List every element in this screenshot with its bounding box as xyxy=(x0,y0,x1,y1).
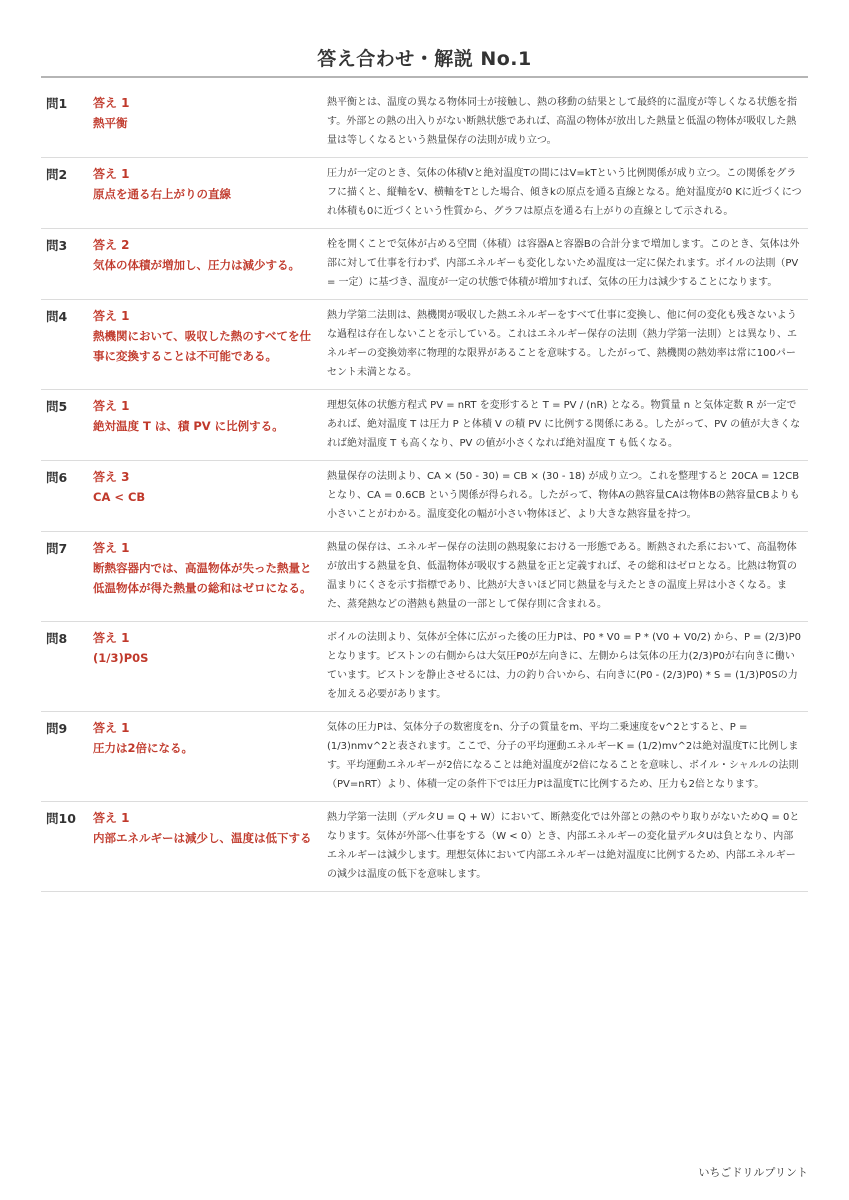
answer-cell xyxy=(93,235,327,292)
answer-label: 答え 1 xyxy=(93,167,130,181)
answer-text: 熱機関において、吸収した熱のすべてを仕事に変換することは不可能である。 xyxy=(93,329,312,363)
answer-cell xyxy=(93,718,327,794)
answer-text: 気体の体積が増加し、圧力は減少する。 xyxy=(93,258,300,272)
answer-row-8 xyxy=(41,622,808,712)
answer-cell xyxy=(93,538,327,614)
question-number: 問6 xyxy=(46,470,68,485)
page-title: 答え合わせ・解説 No.1 xyxy=(317,48,532,70)
answer-text: (1/3)P0S xyxy=(93,651,149,665)
explanation-text: ボイルの法則より、気体が全体に広がった後の圧力Pは、P0 * V0 = P * (V0 + V0/2) から、P = (2/3)P0となります。ピストンの右側からは大気圧P0が左向きに、左側からは気体の圧力(2/3)P0が右向きに働いています。ピストンを静止させるには、力の釣り合いから、右向きに(P0 - (2/3)P0) * S = (1/3)P0Sの力を加える必要があります。 xyxy=(327,632,802,700)
answer-label: 答え 1 xyxy=(93,721,130,735)
question-number: 問10 xyxy=(46,811,76,826)
answer-text: 内部エネルギーは減少し、温度は低下する xyxy=(93,831,312,845)
answer-row-1 xyxy=(41,87,808,158)
answer-cell xyxy=(93,808,327,884)
footer-brand: いちごドリルプリント xyxy=(698,1166,808,1179)
explanation-text: 理想気体の状態方程式 PV = nRT を変形すると T = PV / (nR) となる。物質量 n と気体定数 R が一定であれば、絶対温度 T は圧力 P と体積 V の積 PV に比例する関係にある。したがって、PV の値が大きくなれば絶対温度 T も高くなり、PV の値が小さくなれば絶対温度 T も低くなる。 xyxy=(327,400,801,449)
question-number: 問4 xyxy=(46,309,68,324)
answer-label: 答え 1 xyxy=(93,811,130,825)
answer-cell xyxy=(93,467,327,524)
explanation-text: 気体の圧力Pは、気体分子の数密度をn、分子の質量をm、平均二乗速度をv^2とすると、P = (1/3)nmv^2と表されます。ここで、分子の平均運動エネルギーK = (1/2)mv^2は絶対温度Tに比例します。平均運動エネルギーが2倍になることは絶対温度が2倍になることを意味し、ボイル・シャルルの法則（PV=nRT）より、体積一定の条件下では圧力Pは温度Tに比例するため、圧力も2倍となります。 xyxy=(327,722,799,790)
question-number: 問5 xyxy=(46,399,68,414)
answer-cell xyxy=(93,396,327,453)
explanation-text: 熱力学第二法則は、熱機関が吸収した熱エネルギーをすべて仕事に変換し、他に何の変化も残さないような過程は存在しないことを示している。これはエネルギー保存の法則（熱力学第一法則）とは異なり、エネルギーの変換効率に物理的な限界があることを意味する。したがって、熱機関の熱効率は常に100パーセント未満となる。 xyxy=(327,310,797,378)
answer-text: 絶対温度 T は、積 PV に比例する。 xyxy=(93,419,284,433)
question-number: 問2 xyxy=(46,167,68,182)
answer-row-6 xyxy=(41,461,808,532)
answer-cell xyxy=(93,164,327,221)
question-number: 問9 xyxy=(46,721,68,736)
answer-cell xyxy=(93,306,327,382)
answer-cell xyxy=(93,93,327,150)
explanation-text: 圧力が一定のとき、気体の体積Vと絶対温度Tの間にはV=kTという比例関係が成り立つ。この関係をグラフに描くと、縦軸をV、横軸をTとした場合、傾きkの原点を通る直線となる。絶対温度が0 Kに近づくにつれ体積も0に近づくという性質から、グラフは原点を通る右上がりの直線として示される。 xyxy=(327,168,802,217)
answer-text: 原点を通る右上がりの直線 xyxy=(93,187,231,201)
answer-row-9 xyxy=(41,712,808,802)
answer-text: 圧力は2倍になる。 xyxy=(93,741,194,755)
question-number: 問3 xyxy=(46,238,68,253)
answer-cell xyxy=(93,628,327,704)
answer-row-5 xyxy=(41,390,808,461)
answer-text: 熱平衡 xyxy=(93,116,128,130)
explanation-text: 熱力学第一法則（デルタU = Q + W）において、断熱変化では外部との熱のやり取りがないためQ = 0となります。気体が外部へ仕事をする（W < 0）とき、内部エネルギーの変化量デルタUは負となり、内部エネルギーは減少します。理想気体において内部エネルギーは絶対温度に比例するため、内部エネルギーの減少は温度の低下を意味します。 xyxy=(327,812,800,880)
title-divider xyxy=(41,76,808,78)
question-number: 問8 xyxy=(46,631,68,646)
answer-row-3 xyxy=(41,229,808,300)
question-number: 問7 xyxy=(46,541,68,556)
answer-label: 答え 2 xyxy=(93,238,130,252)
explanation-text: 熱量の保存は、エネルギー保存の法則の熱現象における一形態である。断熱された系において、高温物体が放出する熱量を負、低温物体が吸収する熱量を正と定義すれば、その総和はゼロとなる。比熱は物質の温まりにくさを示す指標であり、比熱が大きいほど同じ熱量を与えたときの温度上昇は小さくなる。また、蒸発熱などの潜熱も熱量の一部として保存則に含まれる。 xyxy=(327,542,797,610)
answer-label: 答え 1 xyxy=(93,96,130,110)
answer-row-7 xyxy=(41,532,808,622)
answer-row-10 xyxy=(41,802,808,892)
answer-text: CA < CB xyxy=(93,490,146,504)
answer-label: 答え 3 xyxy=(93,470,130,484)
answer-text: 断熱容器内では、高温物体が失った熱量と低温物体が得た熱量の総和はゼロになる。 xyxy=(93,561,312,595)
answer-label: 答え 1 xyxy=(93,631,130,645)
answer-row-2 xyxy=(41,158,808,229)
answer-row-4 xyxy=(41,300,808,390)
explanation-text: 熱平衡とは、温度の異なる物体同士が接触し、熱の移動の結果として最終的に温度が等しくなる状態を指す。外部との熱の出入りがない断熱状態であれば、高温の物体が放出した熱量と低温の物体が吸収した熱量は等しくなるという熱量保存の法則が成り立つ。 xyxy=(327,97,797,146)
explanation-text: 熱量保存の法則より、CA × (50 - 30) = CB × (30 - 18) が成り立つ。これを整理すると 20CA = 12CB となり、CA = 0.6CB という関係が得られる。したがって、物体Aの熱容量CAは物体Bの熱容量CBよりも小さいことがわかる。温度変化の幅が小さい物体ほど、より大きな熱容量を持つ。 xyxy=(327,471,800,520)
question-number: 問1 xyxy=(46,96,68,111)
answer-label: 答え 1 xyxy=(93,309,130,323)
answer-label: 答え 1 xyxy=(93,399,130,413)
answer-table xyxy=(41,87,808,892)
explanation-text: 栓を開くことで気体が占める空間（体積）は容器Aと容器Bの合計分まで増加します。このとき、気体は外部に対して仕事を行わず、内部エネルギーも変化しないため温度は一定に保たれます。ボイルの法則（PV = 一定）に基づき、温度が一定の状態で体積が増加すれば、気体の圧力は減少することになります。 xyxy=(327,239,800,288)
answer-label: 答え 1 xyxy=(93,541,130,555)
